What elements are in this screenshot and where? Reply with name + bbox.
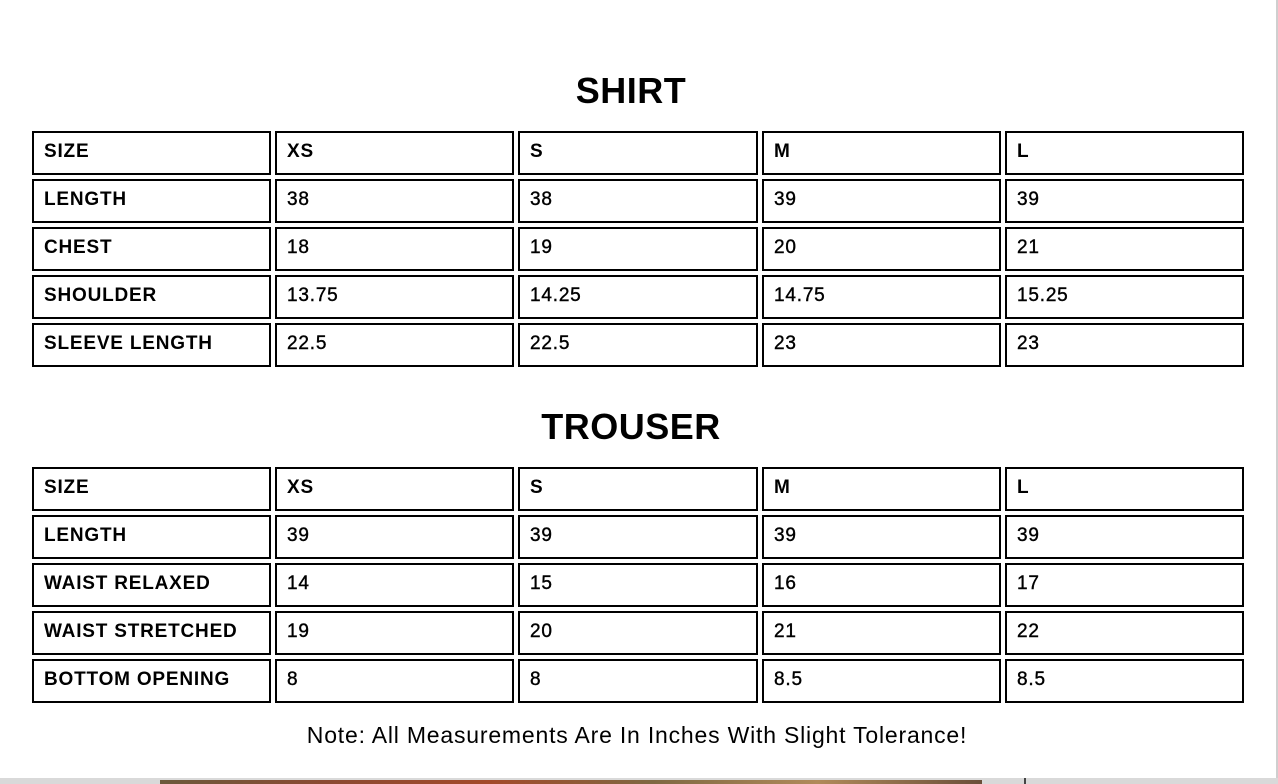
trouser-size-table	[32, 467, 1244, 703]
trouser-row-label: WAIST RELAXED	[32, 563, 271, 607]
trouser-cell: 39	[518, 515, 758, 559]
trouser-cell: 39	[762, 515, 1001, 559]
shirt-header-m: M	[762, 131, 1001, 175]
shirt-cell: 20	[762, 227, 1001, 271]
trouser-cell: 19	[275, 611, 514, 655]
trouser-row-label: WAIST STRETCHED	[32, 611, 271, 655]
shirt-cell: 19	[518, 227, 758, 271]
trouser-cell: 16	[762, 563, 1001, 607]
shirt-cell: 22.5	[275, 323, 514, 367]
trouser-cell: 17	[1005, 563, 1244, 607]
shirt-title: SHIRT	[575, 70, 687, 111]
trouser-row-label: LENGTH	[32, 515, 271, 559]
shirt-row-label: SHOULDER	[32, 275, 271, 319]
shirt-cell: 38	[518, 179, 758, 223]
trouser-cell: 39	[1005, 515, 1244, 559]
trouser-cell: 39	[275, 515, 514, 559]
trouser-row-label: BOTTOM OPENING	[32, 659, 271, 703]
page-background-strip	[0, 778, 1278, 784]
shirt-row-label: CHEST	[32, 227, 271, 271]
shirt-cell: 23	[762, 323, 1001, 367]
trouser-cell: 22	[1005, 611, 1244, 655]
shirt-cell: 21	[1005, 227, 1244, 271]
trouser-cell: 8.5	[1005, 659, 1244, 703]
trouser-header-m: M	[762, 467, 1001, 511]
trouser-cell: 8.5	[762, 659, 1001, 703]
trouser-cell: 8	[518, 659, 758, 703]
shirt-cell: 38	[275, 179, 514, 223]
shirt-cell: 22.5	[518, 323, 758, 367]
shirt-cell: 15.25	[1005, 275, 1244, 319]
measurement-note: Note: All Measurements Are In Inches With Slight Tolerance!	[306, 722, 968, 748]
trouser-cell: 8	[275, 659, 514, 703]
divider	[1024, 778, 1026, 784]
trouser-header-l: L	[1005, 467, 1244, 511]
trouser-cell: 14	[275, 563, 514, 607]
trouser-header-size: SIZE	[32, 467, 271, 511]
trouser-header-xs: XS	[275, 467, 514, 511]
shirt-row-label: LENGTH	[32, 179, 271, 223]
shirt-cell: 13.75	[275, 275, 514, 319]
shirt-header-l: L	[1005, 131, 1244, 175]
trouser-header-s: S	[518, 467, 758, 511]
shirt-size-table	[32, 131, 1244, 367]
trouser-cell: 20	[518, 611, 758, 655]
trouser-title: TROUSER	[541, 406, 721, 447]
trouser-cell: 21	[762, 611, 1001, 655]
shirt-header-size: SIZE	[32, 131, 271, 175]
shirt-header-s: S	[518, 131, 758, 175]
shirt-row-label: SLEEVE LENGTH	[32, 323, 271, 367]
shirt-cell: 14.75	[762, 275, 1001, 319]
shirt-cell: 39	[1005, 179, 1244, 223]
background-photo-edge	[160, 780, 982, 784]
shirt-cell: 23	[1005, 323, 1244, 367]
shirt-cell: 14.25	[518, 275, 758, 319]
shirt-header-xs: XS	[275, 131, 514, 175]
shirt-cell: 39	[762, 179, 1001, 223]
shirt-cell: 18	[275, 227, 514, 271]
trouser-cell: 15	[518, 563, 758, 607]
